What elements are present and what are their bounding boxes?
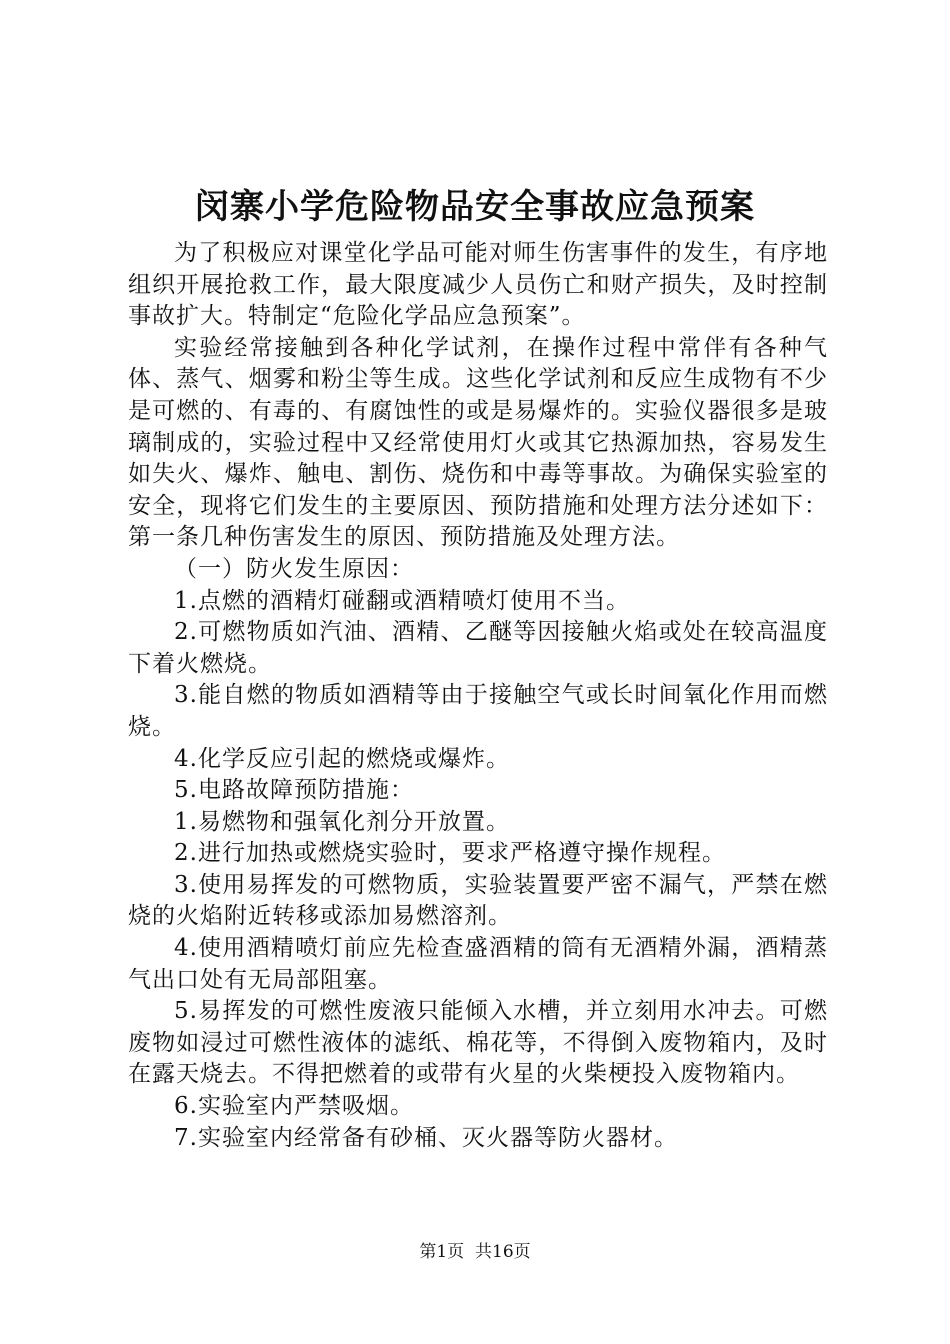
footer-separator [464,1242,475,1262]
list-item: 3.能自燃的物质如酒精等由于接触空气或长时间氧化作用而燃烧。 [128,682,828,740]
document-body [128,238,828,1154]
list-item: 3.使用易挥发的可燃物质，实验装置要严密不漏气，严禁在燃烧的火焰附近转移或添加易燃溶剂。 [128,871,828,930]
list-item: 2.进行加热或燃烧实验时，要求严格遵守操作规程。 [174,840,726,867]
page-total: 共16页 [475,1242,531,1262]
paragraph-background: 实验经常接触到各种化学试剂，在操作过程中常伴有各种气体、蒸气、烟雾和粉尘等生成。这些化学试剂和反应生成物有不少是可燃的、有毒的、有腐蚀性的或是易爆炸的。实验仪器很多是玻璃制成的，实验过程中又经常使用灯火或其它热源加热，容易发生如失火、爆炸、触电、割伤、烧伤和中毒等事故。为确保实验室的安全，现将它们发生的主要原因、预防措施和处理方法分述如下：第一条几种伤害发生的原因、预防措施及处理方法。 [128,334,828,551]
section-heading-fire-causes: （一）防火发生原因： [174,555,414,582]
list-item: 1.点燃的酒精灯碰翻或酒精喷灯使用不当。 [174,587,630,614]
paragraph-purpose: 为了积极应对课堂化学品可能对师生伤害事件的发生，有序地组织开展抢救工作，最大限度减少人员伤亡和财产损失，及时控制事故扩大。特制定“危险化学品应急预案”。 [128,240,828,330]
page-footer [0,1241,950,1263]
document-title: 闵寨小学危险物品安全事故应急预案 [195,187,755,227]
list-item: 4.化学反应引起的燃烧或爆炸。 [174,745,510,772]
list-item: 7.实验室内经常备有砂桶、灭火器等防火器材。 [174,1124,678,1151]
list-item: 1.易燃物和强氧化剂分开放置。 [174,808,510,835]
list-item: 6.实验室内严禁吸烟。 [174,1093,414,1120]
list-item: 5.易挥发的可燃性废液只能倾入水槽，并立刻用水冲去。可燃废物如浸过可燃性液体的滤纸、棉花等，不得倒入废物箱内，及时在露天烧去。不得把燃着的或带有火星的火柴梗投入废物箱内。 [128,998,828,1088]
list-item: 4.使用酒精喷灯前应先检查盛酒精的筒有无酒精外漏，酒精蒸气出口处有无局部阻塞。 [128,935,828,993]
list-item: 5.电路故障预防措施： [174,777,414,804]
page-number: 第1页 [419,1242,465,1262]
list-item: 2.可燃物质如汽油、酒精、乙醚等因接触火焰或处在较高温度下着火燃烧。 [128,619,828,677]
